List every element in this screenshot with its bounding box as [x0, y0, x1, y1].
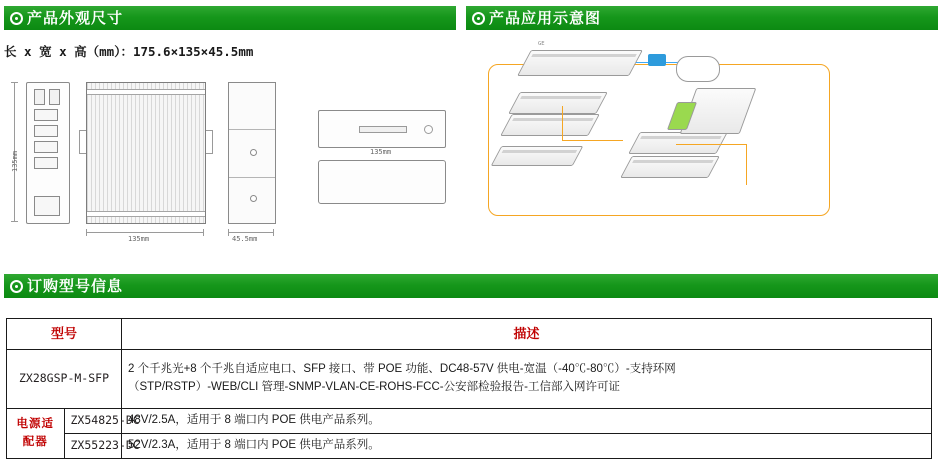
- section-header-ordering: [4, 274, 938, 298]
- table-header-row: [7, 319, 932, 350]
- screw-hole-icon: [250, 195, 257, 202]
- dimension-label-height: 135mm: [11, 150, 19, 172]
- device-back-view: [228, 82, 276, 224]
- screw-hole-icon: [424, 125, 433, 134]
- mounting-ear-right: [205, 130, 213, 154]
- node-caption: GE: [538, 41, 545, 47]
- sfp-slot-icon: [49, 89, 60, 105]
- description-line-2: （STP/RSTP）-WEB/CLI 管理-SNMP-VLAN-CE-ROHS-FCC-公安部检验报告-工信部入网许可证: [128, 381, 620, 393]
- cell-model-main: ZX28GSP-M-SFP: [7, 350, 122, 409]
- cell-group-power-adapter: 电源适配器: [7, 409, 65, 459]
- ethernet-port-icon: [34, 125, 58, 137]
- device-top-view: [318, 110, 446, 148]
- fiber-module-icon: [648, 54, 666, 66]
- sfp-slot-icon: [34, 89, 45, 105]
- description-line-1: 2 个千兆光+8 个千兆自适应电口、SFP 接口、带 POE 功能、DC48-57V 供电-宽温（-40℃-80℃）-支持环网: [128, 363, 676, 376]
- dimension-label-width-top: 135mm: [370, 148, 392, 156]
- device-front-view: [26, 82, 70, 224]
- bullet-icon: [472, 12, 485, 25]
- port-strip: [640, 136, 722, 139]
- column-header-description: 描述: [122, 319, 932, 350]
- table-row: [7, 434, 932, 459]
- panel-divider: [229, 129, 275, 130]
- section-title-dimensions: 产品外观尺寸: [27, 9, 124, 27]
- section-header-dimensions: [4, 6, 456, 30]
- ethernet-port-icon: [34, 109, 58, 121]
- section-header-application: [466, 6, 938, 30]
- dimension-label-depth: 45.5mm: [232, 235, 258, 243]
- link-path: [676, 144, 747, 185]
- cell-model-adapter-2: ZX55223-DC: [64, 434, 122, 459]
- port-strip: [520, 96, 602, 99]
- bullet-icon: [10, 280, 23, 293]
- ethernet-port-icon: [34, 157, 58, 169]
- port-strip: [531, 54, 637, 57]
- power-terminal-icon: [34, 196, 60, 216]
- column-header-model: 型号: [7, 319, 122, 350]
- dimension-line-width-side: [86, 232, 204, 233]
- section-title-ordering: 订购型号信息: [27, 277, 124, 295]
- panel-divider: [229, 177, 275, 178]
- network-switch-node: [491, 146, 584, 166]
- device-bottom-view: [318, 160, 446, 204]
- ordering-info-table: [6, 318, 932, 459]
- dimension-caption: 长 x 宽 x 高（mm）：175.6×135×45.5mm: [4, 44, 254, 59]
- cell-description-main: [122, 350, 932, 409]
- device-side-view: [86, 82, 206, 224]
- cell-model-adapter-1: ZX54825-DC: [64, 409, 122, 434]
- cloud-node: [676, 56, 720, 82]
- bullet-icon: [10, 12, 23, 25]
- dimension-line-depth: [228, 232, 274, 233]
- dimension-label-width-side: 135mm: [128, 235, 150, 243]
- cell-description-adapter-2: 52V/2.3A，适用于 8 端口内 POE 供电产品系列。: [122, 434, 932, 459]
- screw-hole-icon: [250, 149, 257, 156]
- label-plate-icon: [359, 126, 407, 133]
- table-row: [7, 350, 932, 409]
- port-group: [34, 109, 62, 173]
- cell-description-adapter-1: 48V/2.5A，适用于 8 端口内 POE 供电产品系列。: [122, 409, 932, 434]
- table-row: [7, 409, 932, 434]
- ethernet-port-icon: [34, 141, 58, 153]
- section-title-application: 产品应用示意图: [489, 9, 602, 27]
- network-switch-node: [517, 50, 643, 76]
- product-dimension-drawings: [0, 60, 462, 243]
- port-strip: [502, 150, 578, 153]
- application-topology-diagram: [466, 36, 938, 241]
- link-path: [562, 106, 623, 141]
